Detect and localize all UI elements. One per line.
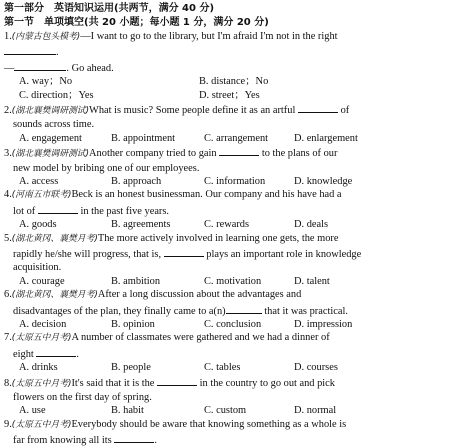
question-number: 7. <box>4 332 12 344</box>
option-c[interactable]: C. tables <box>204 362 241 374</box>
option-b[interactable]: B. approach <box>111 176 162 188</box>
question-number: 6. <box>4 289 12 301</box>
question-7-line-1 <box>4 331 446 345</box>
question-text: . Go ahead. <box>66 62 114 74</box>
option-a[interactable]: A. goods <box>19 219 57 231</box>
options-row <box>4 404 446 417</box>
option-b[interactable]: B. habit <box>111 405 144 417</box>
options-row <box>4 75 446 88</box>
option-d[interactable]: D. normal <box>294 405 337 417</box>
question-5-line-3: acquisition. <box>13 262 62 274</box>
question-2 <box>4 102 446 145</box>
question-text: rapidly he/she will progress, that is, <box>13 249 162 261</box>
question-2-line-1 <box>4 102 446 118</box>
option-c[interactable]: C. rewards <box>204 219 250 231</box>
question-1-line-2: . <box>4 44 446 59</box>
option-b[interactable]: B. appointment <box>111 132 176 144</box>
options-row <box>4 275 446 288</box>
question-source: (太原五中月考) <box>11 333 72 344</box>
question-8 <box>4 375 446 418</box>
question-text: plays an important role in knowledge <box>206 249 362 261</box>
option-a[interactable]: A. drinks <box>19 362 58 374</box>
question-source: (太原五中月考) <box>11 378 72 389</box>
question-text: . <box>154 435 157 447</box>
option-a[interactable]: A. way；No <box>19 76 73 88</box>
option-d[interactable]: D. courses <box>294 362 338 374</box>
question-4-line-2 <box>4 203 446 218</box>
option-b[interactable]: B. ambition <box>111 275 161 287</box>
section-heading: 第一节 单项填空(共 20 小题；每小题 1 分，满分 20 分) <box>4 17 269 28</box>
answer-blank[interactable] <box>298 102 338 113</box>
question-8-line-1 <box>4 375 446 391</box>
exam-page <box>4 2 446 448</box>
question-text: After a long discussion about the advantages and <box>97 289 302 301</box>
question-4-line-1 <box>4 188 446 202</box>
question-text: in the past five years. <box>80 205 170 217</box>
question-source: (湖北襄樊调研测试) <box>11 106 90 116</box>
options-row <box>4 218 446 231</box>
question-5-line-2 <box>4 246 446 261</box>
option-c[interactable]: C. direction；Yes <box>19 89 94 101</box>
question-8-line-2: flowers on the first day of spring. <box>13 392 152 404</box>
question-3-line-2: new model by bribing one of our employees. <box>13 162 200 174</box>
question-text: to the plans of our <box>261 148 338 160</box>
option-a[interactable]: A. decision <box>19 319 67 331</box>
question-9-line-1 <box>4 418 446 432</box>
question-6-line-1 <box>4 288 446 302</box>
option-a[interactable]: A. engagement <box>19 132 82 144</box>
question-text: The more actively involved in learning one gets, the more <box>97 232 339 244</box>
question-source: (太原五中月考) <box>11 419 72 430</box>
option-d[interactable]: D. talent <box>294 275 330 287</box>
question-text: A number of classmates were gathered and we had a dinner of <box>71 332 330 344</box>
question-text: of <box>340 105 350 116</box>
question-source: (湖北黄冈、襄樊月考) <box>11 290 98 301</box>
question-text: It's said that it is the <box>71 377 155 389</box>
option-d[interactable]: D. deals <box>294 219 329 231</box>
question-1 <box>4 30 446 102</box>
question-source: (河南五市联考) <box>11 190 72 201</box>
option-c[interactable]: C. motivation <box>204 275 262 287</box>
question-source: (内蒙古包头模考) <box>11 32 81 42</box>
answer-blank[interactable] <box>4 44 56 55</box>
question-text: in the country to go out and pick <box>199 377 335 389</box>
option-c[interactable]: C. arrangement <box>204 132 269 144</box>
option-d[interactable]: D. street；Yes <box>199 89 260 101</box>
question-6 <box>4 288 446 331</box>
question-text: . <box>76 348 79 360</box>
question-7-line-2 <box>4 346 446 361</box>
question-text: far from knowing all its <box>13 435 112 447</box>
answer-blank[interactable] <box>36 346 76 357</box>
option-b[interactable]: B. distance；No <box>199 76 269 88</box>
option-c[interactable]: C. conclusion <box>204 319 262 331</box>
option-d[interactable]: D. knowledge <box>294 176 353 188</box>
question-number: 5. <box>4 232 12 244</box>
question-7 <box>4 331 446 374</box>
question-5-line-1 <box>4 232 446 246</box>
question-text: eight <box>13 348 34 360</box>
question-number: 1. <box>4 31 12 42</box>
question-number: 4. <box>4 189 12 201</box>
option-c[interactable]: C. custom <box>204 405 247 417</box>
option-d[interactable]: D. impression <box>294 319 353 331</box>
question-source: (湖北襄樊调研测试) <box>11 149 90 160</box>
answer-blank[interactable] <box>14 60 66 71</box>
question-2-line-2: sounds across time. <box>13 119 95 131</box>
question-text: Everybody should be aware that knowing something as a whole is <box>71 418 347 430</box>
option-b[interactable]: B. people <box>111 362 151 374</box>
question-1-line-3 <box>4 60 446 75</box>
answer-blank[interactable] <box>38 203 78 214</box>
answer-blank[interactable] <box>114 432 154 443</box>
option-a[interactable]: A. access <box>19 176 59 188</box>
options-row <box>4 89 446 102</box>
question-text: —I want to go to the library, but I'm afraid I'm not in the right <box>80 31 338 42</box>
answer-blank[interactable] <box>157 375 197 386</box>
option-a[interactable]: A. use <box>19 405 46 417</box>
question-number: 9. <box>4 418 12 430</box>
option-d[interactable]: D. enlargement <box>294 132 358 144</box>
answer-blank[interactable] <box>226 303 262 314</box>
question-text: Beck is an honest businessman. Our company and his have had a <box>71 189 342 201</box>
answer-blank[interactable] <box>164 246 204 257</box>
question-text: Another company tried to gain <box>89 148 217 160</box>
question-text: What is music? Some people define it as an artful <box>89 105 296 116</box>
question-text: lot of <box>13 205 36 217</box>
part-heading: 第一部分 英语知识运用(共两节，满分 40 分) <box>4 3 215 14</box>
question-number: 3. <box>4 148 12 160</box>
question-source: (湖北黄冈、襄樊月考) <box>11 233 98 244</box>
option-a[interactable]: A. courage <box>19 275 65 287</box>
options-row <box>4 175 446 188</box>
question-number: 2. <box>4 105 12 116</box>
question-number: 8. <box>4 377 12 389</box>
options-row <box>4 361 446 374</box>
question-3-line-1 <box>4 145 446 161</box>
question-5 <box>4 232 446 289</box>
question-4 <box>4 188 446 231</box>
option-c[interactable]: C. information <box>204 176 266 188</box>
option-b[interactable]: B. opinion <box>111 319 155 331</box>
dash: — <box>4 62 15 74</box>
option-b[interactable]: B. agreements <box>111 219 171 231</box>
question-9 <box>4 418 446 448</box>
question-6-line-2 <box>4 303 446 318</box>
options-row <box>4 132 446 145</box>
question-text: disadvantages of the plan, they finally came to a(n) <box>13 305 226 317</box>
question-3 <box>4 145 446 188</box>
options-row <box>4 318 446 331</box>
answer-blank[interactable] <box>219 145 259 156</box>
question-text: that it was practical. <box>264 305 348 317</box>
question-1-line-1 <box>4 30 446 44</box>
